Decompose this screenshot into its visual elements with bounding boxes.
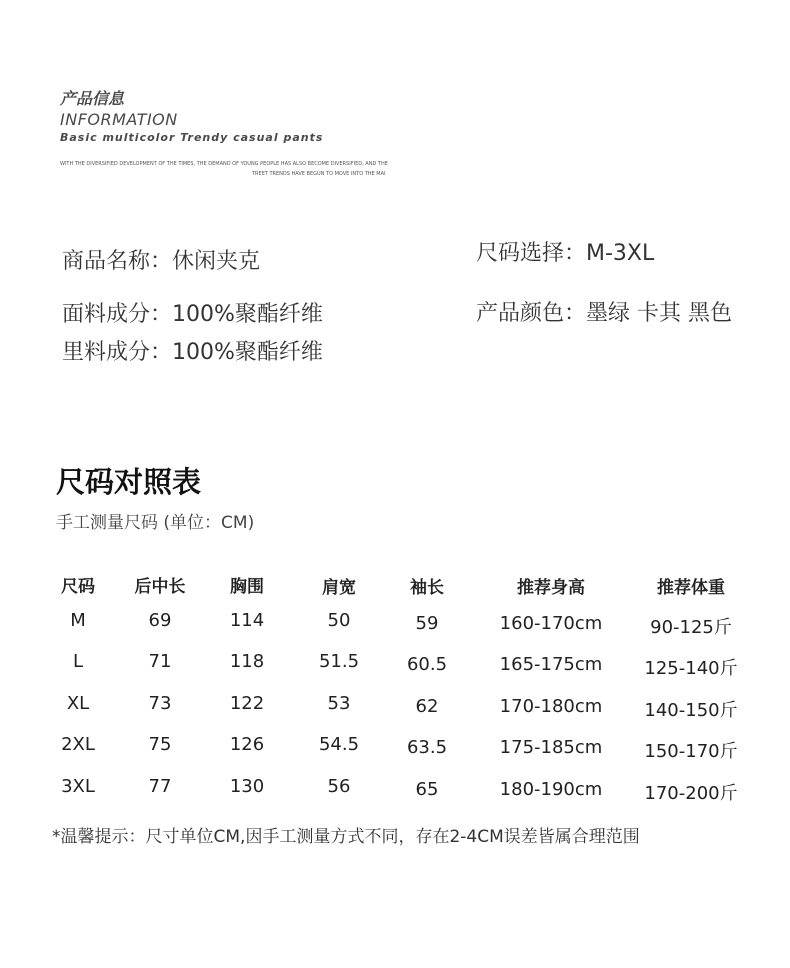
table-cell: 3XL: [61, 776, 95, 797]
table-cell: 175-185cm: [499, 737, 603, 758]
table-header-cell: 尺码: [61, 577, 95, 597]
size-chart-subtitle: 手工测量尺码 (单位：CM): [56, 513, 255, 533]
table-cell: 53: [327, 693, 351, 714]
table-cell: 50: [327, 610, 351, 631]
table-cell: 60.5: [406, 654, 448, 675]
table-cell: 122: [229, 693, 265, 714]
table-cell: 125-140斤: [644, 658, 738, 679]
table-cell: 140-150斤: [644, 700, 738, 721]
table-cell: 170-180cm: [499, 696, 603, 717]
table-header-cell: 肩宽: [322, 578, 356, 598]
table-cell: 2XL: [61, 734, 95, 755]
size-chart-title: 尺码对照表: [56, 465, 202, 499]
table-cell: 65: [415, 779, 439, 800]
table-cell: 170-200斤: [644, 783, 738, 804]
table-cell: 118: [229, 651, 265, 672]
table-cell: 59: [415, 613, 439, 634]
product-colors: 产品颜色：墨绿 卡其 黑色: [476, 301, 732, 326]
table-cell: 75: [148, 734, 172, 755]
table-cell: 114: [229, 610, 265, 631]
size-note: *温馨提示：尺寸单位CM,因手工测量方式不同，存在2-4CM误差皆属合理范围: [52, 827, 640, 847]
section-title-cn: 产品信息: [60, 89, 125, 108]
table-cell: L: [72, 651, 84, 672]
table-cell: 62: [415, 696, 439, 717]
table-cell: 126: [229, 734, 265, 755]
table-cell: 54.5: [318, 734, 360, 755]
table-cell: 77: [148, 776, 172, 797]
table-cell: 165-175cm: [499, 654, 603, 675]
table-cell: XL: [66, 693, 90, 714]
table-header-cell: 后中长: [134, 577, 186, 597]
fine-print-line-1: WITH THE DIVERSIFIED DEVELOPMENT OF THE TIMES, THE DEMAND OF YOUNG PEOPLE HAS ALSO BECOME DIVERSIFIED, AND THE: [60, 161, 388, 167]
product-size-select: 尺码选择：M-3XL: [476, 241, 655, 266]
table-cell: 51.5: [318, 651, 360, 672]
table-cell: 150-170斤: [644, 741, 738, 762]
table-cell: 73: [148, 693, 172, 714]
table-header-cell: 袖长: [410, 578, 444, 598]
table-cell: 63.5: [406, 737, 448, 758]
section-subtitle: Basic multicolor Trendy casual pants: [60, 131, 324, 144]
table-cell: M: [70, 610, 86, 631]
table-cell: 56: [327, 776, 351, 797]
product-lining: 里料成分：100%聚酯纤维: [62, 340, 323, 365]
table-cell: 69: [148, 610, 172, 631]
table-cell: 71: [148, 651, 172, 672]
product-fabric: 面料成分：100%聚酯纤维: [62, 302, 323, 327]
fine-print-line-2: TREET TRENDS HAVE BEGUN TO MOVE INTO THE MAI: [252, 171, 386, 177]
section-title-en: INFORMATION: [60, 110, 178, 129]
table-cell: 90-125斤: [650, 617, 732, 638]
table-header-cell: 推荐体重: [657, 578, 725, 598]
table-cell: 160-170cm: [499, 613, 603, 634]
table-cell: 180-190cm: [499, 779, 603, 800]
table-header-cell: 胸围: [230, 577, 264, 597]
table-cell: 130: [229, 776, 265, 797]
table-header-cell: 推荐身高: [517, 578, 585, 598]
product-name: 商品名称：休闲夹克: [62, 249, 261, 274]
